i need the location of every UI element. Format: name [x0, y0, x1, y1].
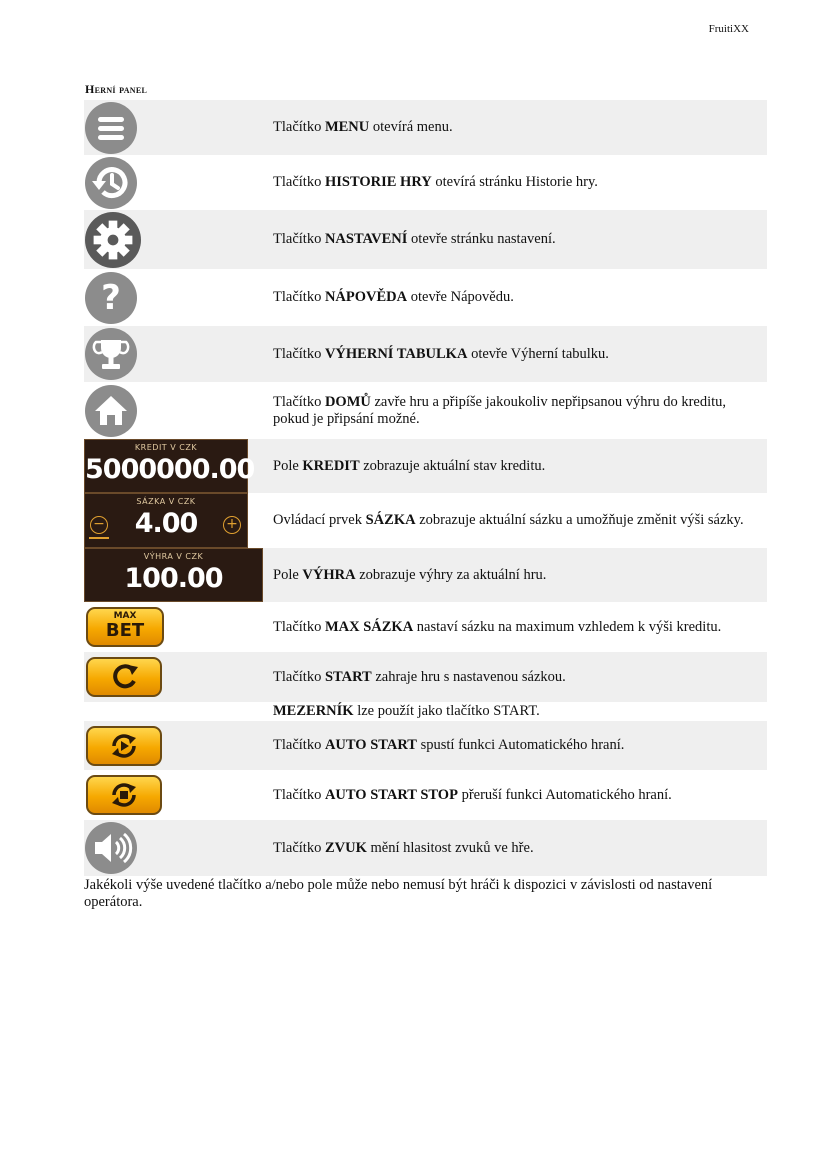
bet-value: 4.00: [134, 508, 198, 539]
win-label: VÝHRA V CZK: [143, 552, 204, 561]
row-description: Tlačítko MENU otevírá menu.: [273, 119, 453, 135]
table-row: [84, 493, 767, 548]
bet-label: SÁZKA V CZK: [136, 497, 196, 506]
table-row: [84, 602, 767, 652]
game-panel-table: [84, 100, 767, 876]
row-description: Tlačítko VÝHERNÍ TABULKA otevře Výherní tabulku.: [273, 345, 609, 362]
table-row: [84, 652, 767, 702]
sound-icon: [85, 822, 137, 874]
row-description: Tlačítko NÁPOVĚDA otevře Nápovědu.: [273, 289, 514, 305]
bet-increase-button[interactable]: +: [223, 516, 241, 534]
row-description: Tlačítko NASTAVENÍ otevře stránku nastavení.: [273, 231, 556, 247]
table-row: [84, 702, 767, 721]
bet-underline: [89, 537, 109, 539]
svg-text:?: ?: [101, 277, 121, 318]
trophy-icon: [85, 328, 137, 380]
win-value: 100.00: [124, 563, 223, 594]
menu-icon: [85, 102, 137, 154]
table-row: [84, 269, 767, 326]
table-row: [84, 100, 767, 155]
question-icon: [85, 272, 137, 324]
row-description: Tlačítko MAX SÁZKA nastaví sázku na maximum vzhledem k výši kreditu.: [273, 618, 722, 635]
row-description: Tlačítko AUTO START STOP přeruší funkci Automatického hraní.: [273, 786, 672, 803]
table-row: [84, 770, 767, 820]
bet-panel: [84, 493, 248, 548]
table-row: [84, 439, 767, 493]
table-row: [84, 820, 767, 876]
table-row: [84, 326, 767, 382]
max-bet-button: [86, 607, 164, 647]
gear-icon: [85, 212, 141, 268]
row-description: Tlačítko DOMŮ zavře hru a připíše jakoukoliv nepřipsanou výhru do kreditu, pokud je připsání možné.: [273, 393, 727, 427]
row-description: MEZERNÍK lze použít jako tlačítko START.: [273, 703, 540, 719]
credit-panel: [84, 439, 255, 493]
row-description: Tlačítko AUTO START spustí funkci Automatického hraní.: [273, 737, 625, 753]
row-description: Tlačítko ZVUK mění hlasitost zvuků ve hře.: [273, 839, 534, 856]
table-row: [84, 548, 767, 602]
credit-label: KREDIT V CZK: [134, 443, 198, 452]
row-description: Ovládací prvek SÁZKA zobrazuje aktuální sázku a umožňuje změnit výši sázky.: [273, 512, 744, 528]
history-icon: [85, 157, 137, 209]
row-description: Tlačítko START zahraje hru s nastavenou sázkou.: [273, 668, 566, 685]
start-icon: [86, 657, 162, 697]
row-description: Tlačítko HISTORIE HRY otevírá stránku Historie hry.: [273, 174, 598, 190]
section-title: Herní panel: [85, 82, 148, 96]
max-bet-line2: BET: [105, 620, 145, 641]
table-row: [84, 721, 767, 770]
footer-note: Jakékoli výše uvedené tlačítko a/nebo pole může nebo nemusí být hráči k dispozici v závislosti od nastavení operátora.: [84, 877, 713, 910]
document-brand: FruitiXX: [708, 23, 749, 35]
table-row: [84, 382, 767, 439]
table-row: [84, 210, 767, 269]
row-description: Pole KREDIT zobrazuje aktuální stav kreditu.: [273, 457, 546, 474]
autoplay-icon: [86, 726, 162, 766]
max-bet-line1: MAX: [113, 611, 137, 621]
win-panel: [84, 548, 263, 602]
row-description: Pole VÝHRA zobrazuje výhry za aktuální hru.: [273, 566, 547, 583]
credit-value: 5000000.00: [85, 454, 255, 485]
bet-decrease-button[interactable]: −: [90, 516, 108, 534]
autoplay-stop-icon: [86, 775, 162, 815]
table-row: [84, 155, 767, 210]
home-icon: [85, 385, 137, 437]
